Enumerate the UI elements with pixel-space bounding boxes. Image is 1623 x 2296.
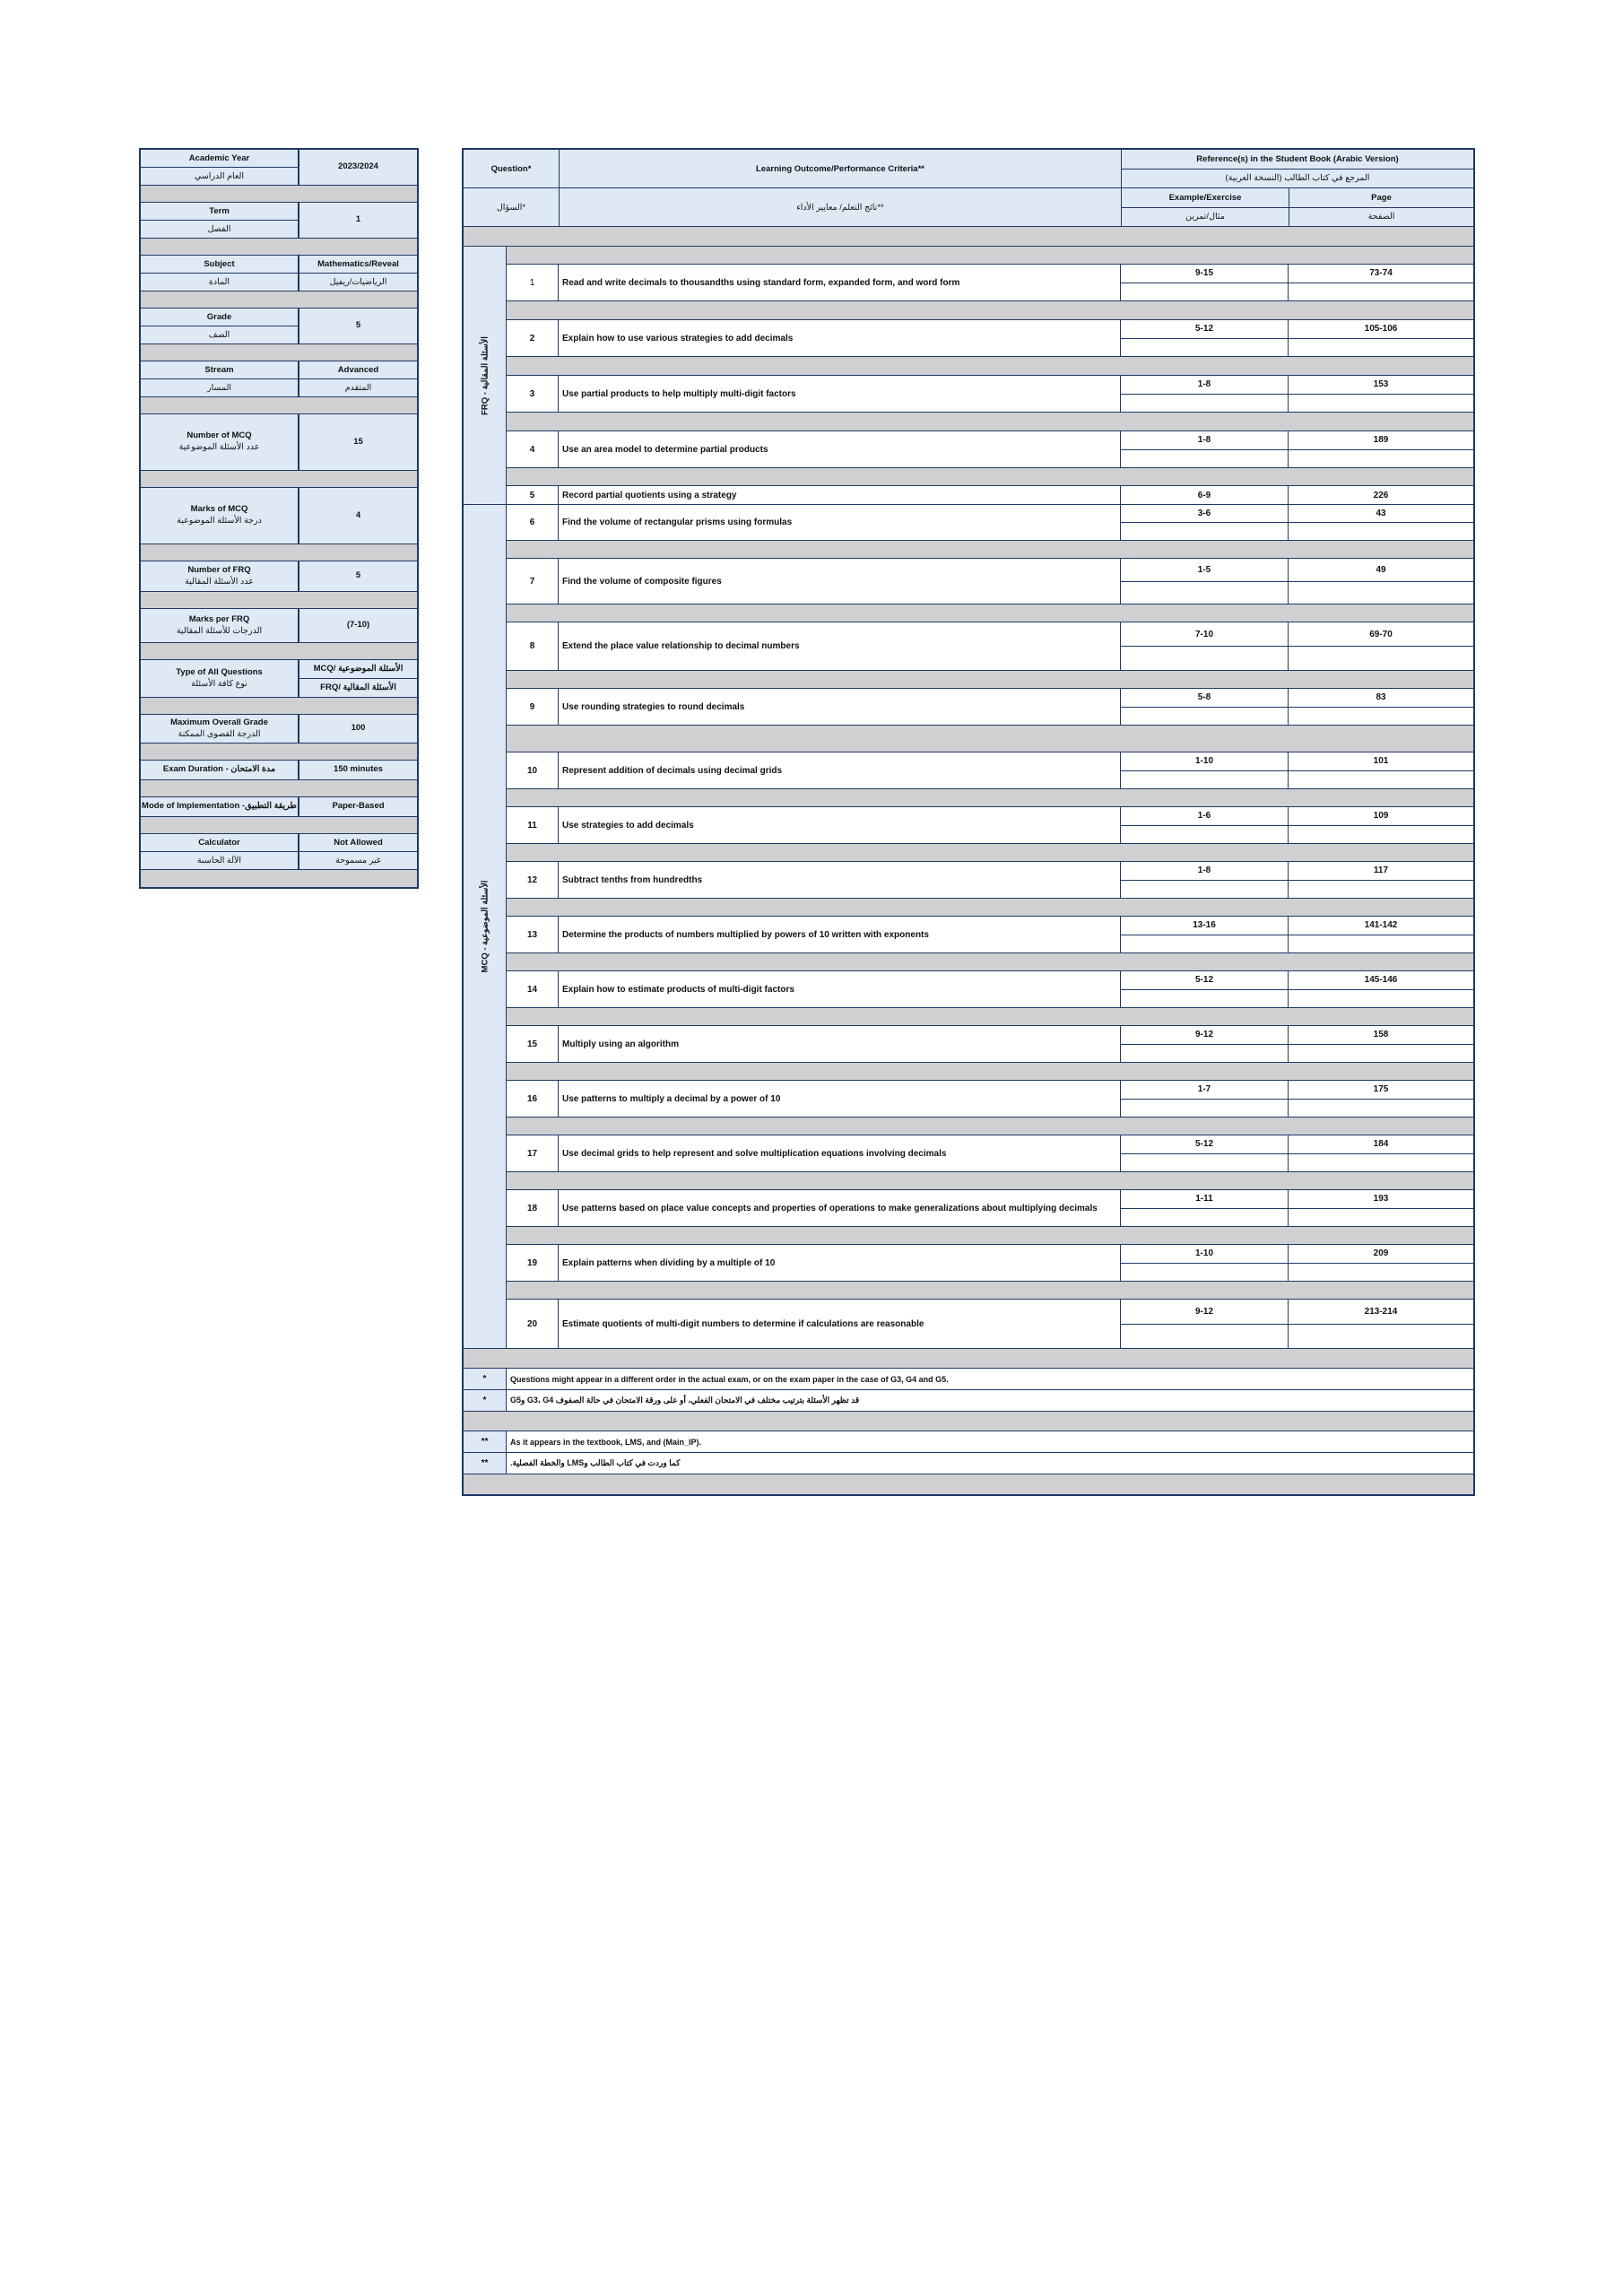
reference-cells <box>1121 1081 1473 1117</box>
learning-outcome: Multiply using an algorithm <box>559 1026 1121 1062</box>
learning-outcome: Use patterns based on place value concepts and properties of operations to make generalizations about multiplying decimals <box>559 1190 1121 1226</box>
page-number-empty <box>1289 1045 1473 1063</box>
max-grade-label: Maximum Overall Grade الدرجة القصوى الممكنة <box>141 715 298 743</box>
calculator-label-ar: الآلة الحاسبة <box>141 851 298 869</box>
row-spacer <box>507 1172 1473 1190</box>
row-spacer <box>507 671 1473 689</box>
mode-row <box>141 797 417 817</box>
footnote-row <box>464 1390 1473 1412</box>
max-grade-row <box>141 715 417 744</box>
question-number: 5 <box>507 486 559 504</box>
question-row <box>507 1081 1473 1118</box>
learning-outcome: Read and write decimals to thousandths using standard form, expanded form, and word form <box>559 265 1121 300</box>
example-exercise: 9-15 <box>1121 265 1289 283</box>
page-number-empty <box>1289 1325 1473 1349</box>
example-exercise: 1-5 <box>1121 559 1289 581</box>
page-number-empty <box>1289 1264 1473 1282</box>
reference-cells <box>1121 486 1473 504</box>
term-label-ar: الفصل <box>141 220 298 238</box>
reference-header-ar: المرجع في كتاب الطالب (النسخة العربية) <box>1122 169 1473 188</box>
question-row <box>507 862 1473 899</box>
page-number: 153 <box>1373 379 1389 390</box>
mode-label: Mode of Implementation -طريقة التطبيق <box>141 797 298 816</box>
question-number: 20 <box>507 1300 559 1348</box>
reference-cells <box>1121 505 1473 540</box>
num-frq-row <box>141 561 417 592</box>
example-exercise-empty <box>1121 647 1289 670</box>
row-spacer <box>507 1008 1473 1026</box>
example-exercise: 7-10 <box>1121 622 1289 646</box>
row-spacer <box>507 899 1473 917</box>
marks-mcq-label: Marks of MCQ درجة الأسئلة الموضوعية <box>141 488 298 544</box>
page-header-ar: الصفحة <box>1289 208 1473 227</box>
row-spacer <box>507 413 1473 431</box>
example-exercise: 1-10 <box>1121 752 1289 770</box>
example-exercise: 13-16 <box>1121 917 1289 935</box>
example-exercise-empty <box>1121 935 1289 953</box>
example-exercise: 1-6 <box>1121 807 1289 825</box>
question-type-label: Type of All Questions نوع كافة الأسئلة <box>141 660 298 697</box>
reference-cells <box>1121 752 1473 788</box>
learning-outcome: Use partial products to help multiply multi-digit factors <box>559 376 1121 412</box>
reference-cells <box>1121 689 1473 725</box>
footnote-row <box>464 1453 1473 1474</box>
learning-outcome: Explain how to use various strategies to add decimals <box>559 320 1121 356</box>
question-row <box>507 622 1473 671</box>
page-number: 43 <box>1376 509 1386 518</box>
question-row <box>507 1135 1473 1172</box>
reference-cells <box>1121 971 1473 1007</box>
learning-outcome: Find the volume of rectangular prisms using formulas <box>559 505 1121 540</box>
example-exercise-empty <box>1121 1264 1289 1282</box>
exam-info-table <box>139 148 419 889</box>
learning-outcome: Explain patterns when dividing by a multiple of 10 <box>559 1245 1121 1281</box>
page-number: 105-106 <box>1364 324 1398 335</box>
example-exercise-empty <box>1121 1325 1289 1349</box>
example-exercise: 9-12 <box>1121 1300 1289 1324</box>
learning-outcome: Record partial quotients using a strategy <box>559 486 1121 504</box>
page-number: 158 <box>1373 1030 1389 1040</box>
question-row <box>507 689 1473 726</box>
duration-label: Exam Duration - مدة الامتحان <box>141 761 298 779</box>
example-exercise: 5-8 <box>1121 689 1289 707</box>
page-number-empty <box>1289 708 1473 726</box>
question-number: 16 <box>507 1081 559 1117</box>
page-number-empty <box>1289 771 1473 789</box>
example-exercise-empty <box>1121 523 1289 540</box>
duration-value: 150 minutes <box>299 761 417 779</box>
footnote-text: كما وردت في كتاب الطالب وLMS والخطة الفصلية. <box>507 1453 1473 1474</box>
question-row <box>507 320 1473 357</box>
page-number: 69-70 <box>1369 629 1393 639</box>
page-number: 213-214 <box>1364 1306 1398 1317</box>
question-row <box>507 1026 1473 1063</box>
reference-cells <box>1121 559 1473 604</box>
row-spacer <box>507 1227 1473 1245</box>
question-row <box>507 486 1473 504</box>
learning-outcome: Use strategies to add decimals <box>559 807 1121 843</box>
question-number: 6 <box>507 505 559 540</box>
footnote-marker: * <box>464 1369 507 1389</box>
num-frq-label: Number of FRQ عدد الأسئلة المقالية <box>141 561 298 591</box>
page-number: 101 <box>1373 756 1389 767</box>
question-row <box>507 505 1473 541</box>
question-row <box>507 1190 1473 1227</box>
question-type-frq: FRQ/ الأسئلة المقالية <box>299 678 417 697</box>
academic-year-value: 2023/2024 <box>299 150 417 185</box>
calculator-row <box>141 834 417 870</box>
learning-outcome: Estimate quotients of multi-digit numbers to determine if calculations are reasonable <box>559 1300 1121 1348</box>
row-spacer <box>507 953 1473 971</box>
question-type-row <box>141 660 417 698</box>
example-header: Example/Exercise <box>1122 188 1289 207</box>
calculator-value-ar: غير مسموحة <box>299 851 417 869</box>
page-number: 49 <box>1376 564 1386 575</box>
page-number: 209 <box>1373 1248 1389 1259</box>
stream-value-ar: المتقدم <box>299 378 417 396</box>
reference-cells <box>1121 1245 1473 1281</box>
learning-outcome-header-ar: نائج التعلم/ معايير الأداء** <box>560 187 1121 226</box>
row-spacer <box>507 1282 1473 1300</box>
example-exercise: 1-11 <box>1121 1190 1289 1208</box>
learning-outcome: Use rounding strategies to round decimals <box>559 689 1121 725</box>
num-mcq-value: 15 <box>299 414 417 470</box>
question-number: 17 <box>507 1135 559 1171</box>
example-exercise: 5-12 <box>1121 971 1289 989</box>
stream-label: Stream <box>141 361 298 378</box>
example-exercise: 3-6 <box>1121 505 1289 522</box>
row-spacer <box>507 468 1473 486</box>
question-row <box>507 971 1473 1008</box>
learning-outcome-header: Learning Outcome/Performance Criteria** <box>560 150 1121 187</box>
example-exercise: 1-8 <box>1121 431 1289 449</box>
learning-outcome: Use an area model to determine partial products <box>559 431 1121 467</box>
page-number: 83 <box>1376 692 1386 703</box>
page-number: 189 <box>1373 435 1389 446</box>
frq-section-label: FRQ - الأسئلة المقالية <box>480 335 490 415</box>
num-frq-value: 5 <box>299 561 417 591</box>
marks-mcq-value: 4 <box>299 488 417 544</box>
question-number: 8 <box>507 622 559 670</box>
row-spacer <box>507 1063 1473 1081</box>
reference-cells <box>1121 320 1473 356</box>
page-number-empty <box>1289 935 1473 953</box>
subject-row <box>141 256 417 291</box>
page-number: 193 <box>1373 1194 1389 1205</box>
page-number-empty <box>1289 523 1473 540</box>
question-number: 11 <box>507 807 559 843</box>
question-number: 14 <box>507 971 559 1007</box>
question-number: 13 <box>507 917 559 952</box>
question-row <box>507 1245 1473 1282</box>
academic-year-label: Academic Year <box>141 150 298 167</box>
example-exercise: 1-10 <box>1121 1245 1289 1263</box>
mcq-section-label: MCQ - الأسئلة الموضوعية <box>480 880 490 973</box>
question-row <box>507 807 1473 844</box>
learning-outcome: Represent addition of decimals using decimal grids <box>559 752 1121 788</box>
row-spacer <box>507 1118 1473 1135</box>
page-number-empty <box>1289 1100 1473 1118</box>
footnote-text: As it appears in the textbook, LMS, and (Main_IP). <box>507 1431 1473 1452</box>
marks-frq-value: (7-10) <box>299 609 417 642</box>
reference-cells <box>1121 265 1473 300</box>
page-number: 109 <box>1373 811 1389 822</box>
question-row <box>507 431 1473 468</box>
marks-mcq-row <box>141 488 417 544</box>
mcq-section <box>464 505 1473 1349</box>
subject-value-ar: الرياضيات/ريفيل <box>299 273 417 291</box>
footnote-text: قد تظهر الأسئلة بترتيب مختلف في الامتحان الفعلي، أو على ورقة الامتحان في حالة الصفوف G3، G4 وG5 <box>507 1390 1473 1411</box>
example-exercise-empty <box>1121 339 1289 357</box>
reference-cells <box>1121 1135 1473 1171</box>
question-number: 10 <box>507 752 559 788</box>
reference-cells <box>1121 622 1473 670</box>
page-header: Page <box>1289 188 1473 207</box>
footnote-marker: * <box>464 1390 507 1411</box>
question-number: 3 <box>507 376 559 412</box>
example-exercise-empty <box>1121 1100 1289 1118</box>
reference-cells <box>1121 862 1473 898</box>
page-number: 73-74 <box>1369 268 1393 279</box>
term-label: Term <box>141 203 298 220</box>
question-row <box>507 752 1473 789</box>
row-spacer <box>507 844 1473 862</box>
subject-label: Subject <box>141 256 298 273</box>
grade-label-ar: الصف <box>141 326 298 344</box>
footnote-row <box>464 1431 1473 1453</box>
page-number: 226 <box>1373 490 1389 500</box>
question-row <box>507 1300 1473 1348</box>
marks-frq-row <box>141 609 417 643</box>
question-header: Question* <box>464 150 559 187</box>
example-exercise-empty <box>1121 708 1289 726</box>
row-spacer <box>507 247 1473 265</box>
marks-frq-label: Marks per FRQ الدرجات للأسئلة المقالية <box>141 609 298 642</box>
frq-section <box>464 247 1473 505</box>
example-exercise-empty <box>1121 990 1289 1008</box>
reference-header: Reference(s) in the Student Book (Arabic Version) <box>1122 150 1473 169</box>
reference-cells <box>1121 1190 1473 1226</box>
footnote-marker: ** <box>464 1431 507 1452</box>
question-number: 9 <box>507 689 559 725</box>
example-exercise-empty <box>1121 1045 1289 1063</box>
example-exercise: 1-8 <box>1121 376 1289 394</box>
question-header-ar: السؤال* <box>464 187 559 226</box>
learning-outcome: Subtract tenths from hundredths <box>559 862 1121 898</box>
example-exercise: 9-12 <box>1121 1026 1289 1044</box>
reference-cells <box>1121 917 1473 952</box>
row-spacer <box>507 301 1473 320</box>
example-exercise-empty <box>1121 450 1289 468</box>
page-number-empty <box>1289 647 1473 670</box>
page-number-empty <box>1289 283 1473 301</box>
stream-label-ar: المسار <box>141 378 298 396</box>
question-row <box>507 376 1473 413</box>
example-exercise-empty <box>1121 283 1289 301</box>
page-number: 145-146 <box>1364 975 1398 986</box>
term-row <box>141 203 417 239</box>
example-exercise: 5-12 <box>1121 320 1289 338</box>
subject-label-ar: المادة <box>141 273 298 291</box>
example-exercise: 6-9 <box>1121 486 1289 504</box>
question-row <box>507 265 1473 301</box>
duration-row <box>141 761 417 780</box>
page-number: 175 <box>1373 1084 1389 1095</box>
example-exercise-empty <box>1121 395 1289 413</box>
example-exercise-empty <box>1121 1154 1289 1172</box>
example-header-ar: مثال/تمرين <box>1122 208 1289 227</box>
example-exercise: 1-7 <box>1121 1081 1289 1099</box>
reference-cells <box>1121 807 1473 843</box>
stream-value: Advanced <box>299 361 417 378</box>
row-spacer <box>507 789 1473 807</box>
footnote-row <box>464 1369 1473 1390</box>
grade-value: 5 <box>299 309 417 344</box>
num-mcq-label: Number of MCQ عدد الأسئلة الموضوعية <box>141 414 298 470</box>
grade-row <box>141 309 417 344</box>
question-number: 12 <box>507 862 559 898</box>
learning-outcome: Extend the place value relationship to decimal numbers <box>559 622 1121 670</box>
reference-cells <box>1121 1300 1473 1348</box>
example-exercise-empty <box>1121 771 1289 789</box>
num-mcq-row <box>141 414 417 471</box>
page-number: 141-142 <box>1364 920 1398 931</box>
question-number: 4 <box>507 431 559 467</box>
page-number-empty <box>1289 395 1473 413</box>
academic-year-label-ar: العام الدراسي <box>141 167 298 185</box>
question-number: 15 <box>507 1026 559 1062</box>
question-number: 18 <box>507 1190 559 1226</box>
example-exercise-empty <box>1121 826 1289 844</box>
mode-value: Paper-Based <box>299 797 417 816</box>
learning-outcomes-table <box>462 148 1475 1496</box>
reference-cells <box>1121 376 1473 412</box>
grade-label: Grade <box>141 309 298 326</box>
page-number: 117 <box>1373 865 1389 876</box>
footnote-text: Questions might appear in a different order in the actual exam, or on the exam paper in the case of G3, G4 and G5. <box>507 1369 1473 1389</box>
learning-outcome: Determine the products of numbers multiplied by powers of 10 written with exponents <box>559 917 1121 952</box>
row-spacer <box>507 726 1473 752</box>
learning-outcome: Find the volume of composite figures <box>559 559 1121 604</box>
calculator-label: Calculator <box>141 834 298 851</box>
question-number: 1 <box>507 265 559 300</box>
question-number: 2 <box>507 320 559 356</box>
example-exercise-empty <box>1121 881 1289 899</box>
reference-cells <box>1121 431 1473 467</box>
learning-outcome: Use patterns to multiply a decimal by a power of 10 <box>559 1081 1121 1117</box>
page-number-empty <box>1289 990 1473 1008</box>
page-number-empty <box>1289 339 1473 357</box>
row-spacer <box>507 541 1473 559</box>
learning-outcome: Explain how to estimate products of multi-digit factors <box>559 971 1121 1007</box>
footnote-marker: ** <box>464 1453 507 1474</box>
reference-cells <box>1121 1026 1473 1062</box>
page-number: 184 <box>1373 1139 1389 1150</box>
example-exercise-empty <box>1121 582 1289 604</box>
subject-value: Mathematics/Reveal <box>299 256 417 273</box>
academic-year-row <box>141 150 417 186</box>
question-type-mcq: MCQ/ الأسئلة الموضوعية <box>299 660 417 678</box>
row-spacer <box>507 604 1473 622</box>
page-number-empty <box>1289 826 1473 844</box>
term-value: 1 <box>299 203 417 238</box>
page-number-empty <box>1289 450 1473 468</box>
question-number: 7 <box>507 559 559 604</box>
example-exercise: 5-12 <box>1121 1135 1289 1153</box>
learning-outcome: Use decimal grids to help represent and solve multiplication equations involving decimals <box>559 1135 1121 1171</box>
page-number-empty <box>1289 1209 1473 1227</box>
max-grade-value: 100 <box>299 715 417 743</box>
stream-row <box>141 361 417 397</box>
question-row <box>507 559 1473 604</box>
calculator-value: Not Allowed <box>299 834 417 851</box>
example-exercise-empty <box>1121 1209 1289 1227</box>
question-number: 19 <box>507 1245 559 1281</box>
page-number-empty <box>1289 881 1473 899</box>
table-header <box>464 150 1473 227</box>
page-number-empty <box>1289 1154 1473 1172</box>
row-spacer <box>507 357 1473 376</box>
question-row <box>507 917 1473 953</box>
example-exercise: 1-8 <box>1121 862 1289 880</box>
page-number-empty <box>1289 582 1473 604</box>
